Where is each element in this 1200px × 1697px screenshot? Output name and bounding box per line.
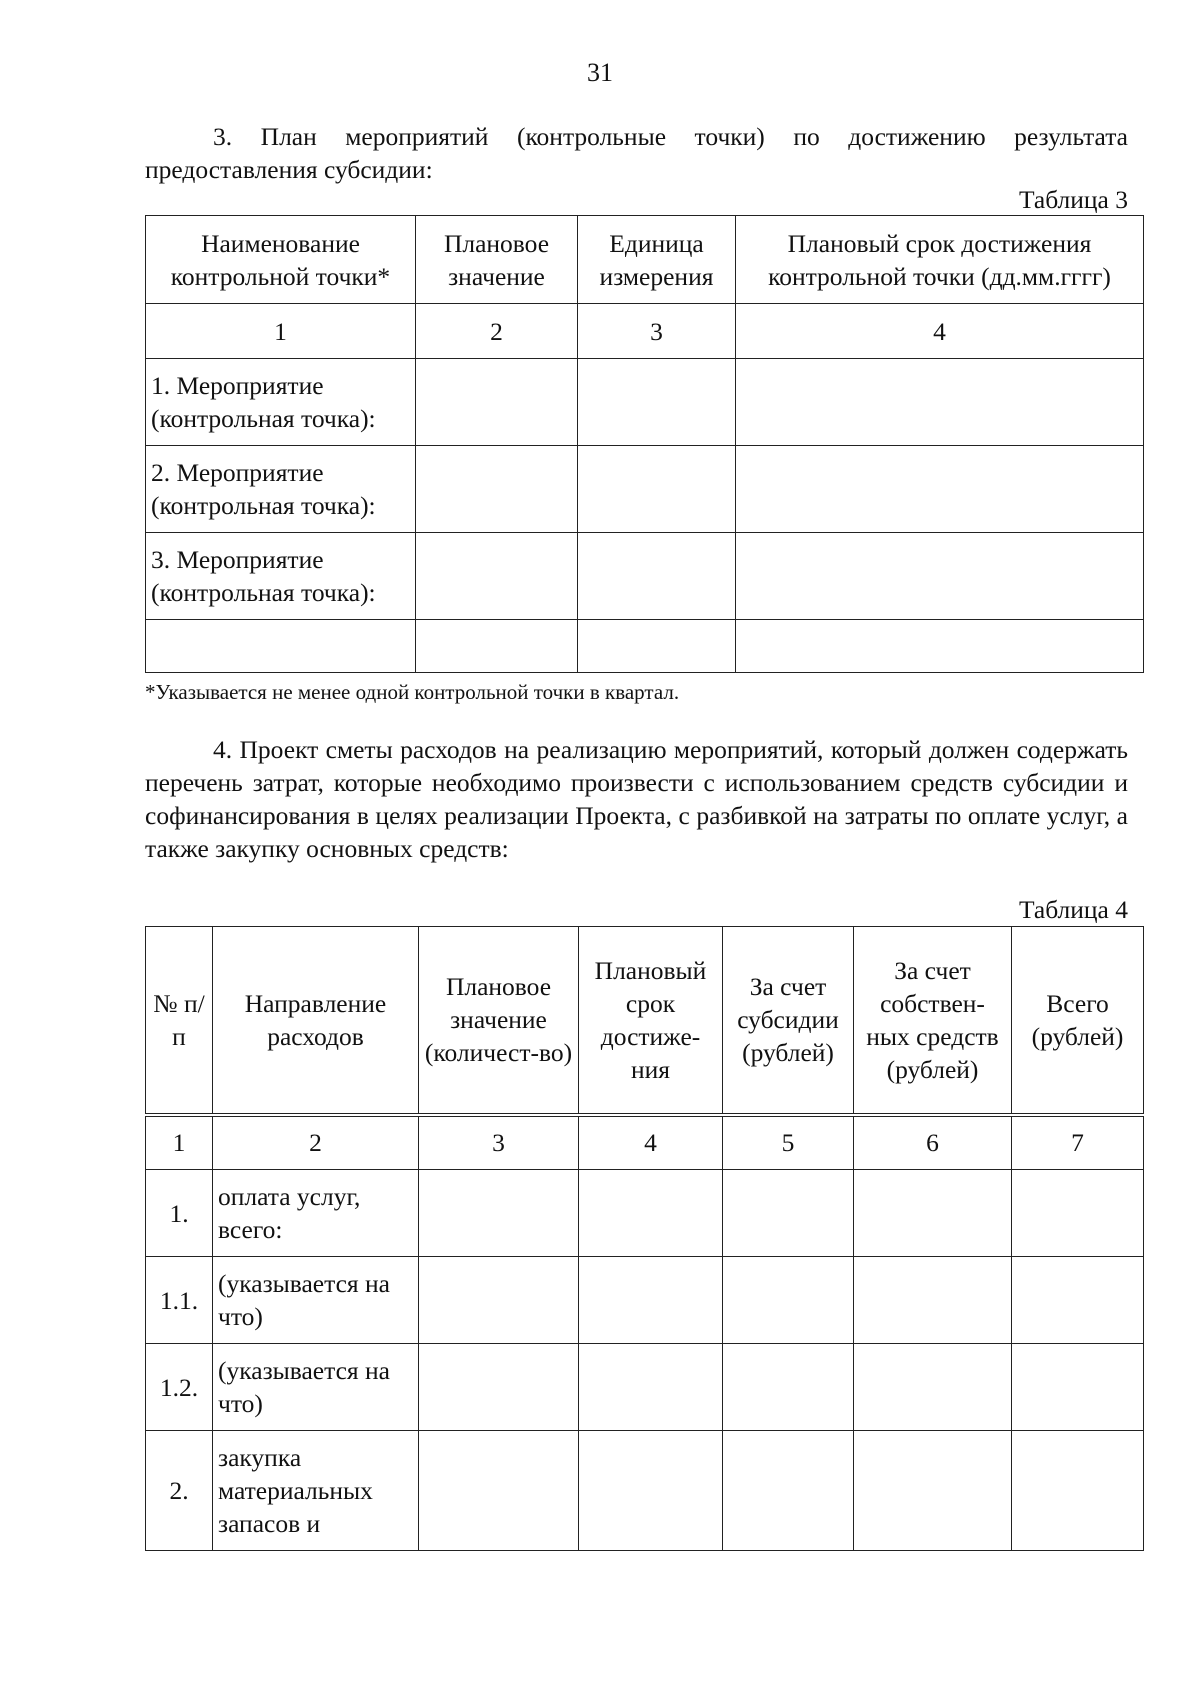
table3-cell xyxy=(736,446,1144,533)
table4-header-direction: Направление расходов xyxy=(213,927,419,1115)
table4-col-number: 2 xyxy=(213,1115,419,1170)
table3-caption: Таблица 3 xyxy=(1018,185,1128,214)
table3-cell xyxy=(736,533,1144,620)
table-4 xyxy=(145,926,1144,1551)
table4-row-label: оплата услуг, всего: xyxy=(213,1170,419,1257)
table4-header-total: Всего (рублей) xyxy=(1012,927,1144,1115)
table3-cell xyxy=(416,359,578,446)
table4-cell xyxy=(854,1431,1012,1551)
table3-row-label: 2. Мероприятие (контрольная точка): xyxy=(146,446,416,533)
table4-cell xyxy=(1012,1170,1144,1257)
table4-cell xyxy=(1012,1431,1144,1551)
table4-row-label: закупка материальных запасов и xyxy=(213,1431,419,1551)
table4-row-number: 1.1. xyxy=(146,1257,213,1344)
table4-cell xyxy=(854,1344,1012,1431)
table-row xyxy=(146,1344,1144,1431)
table-row xyxy=(146,446,1144,533)
table3-header-name: Наименование контрольной точки* xyxy=(146,216,416,304)
table4-cell xyxy=(723,1344,854,1431)
table4-cell xyxy=(1012,1257,1144,1344)
table4-header-number: № п/п xyxy=(146,927,213,1115)
table4-cell xyxy=(579,1431,723,1551)
table3-col-number: 4 xyxy=(736,304,1144,359)
table4-header-subsidy: За счет субсидии (рублей) xyxy=(723,927,854,1115)
table4-header-deadline: Плановый срок достиже-ния xyxy=(579,927,723,1115)
table3-cell xyxy=(578,359,736,446)
table3-cell xyxy=(578,533,736,620)
table4-cell xyxy=(419,1170,579,1257)
table3-row-label xyxy=(146,620,416,673)
table3-header-planned-value: Плановое значение xyxy=(416,216,578,304)
table3-row-label: 3. Мероприятие (контрольная точка): xyxy=(146,533,416,620)
table-row xyxy=(146,1170,1144,1257)
table4-header-own-funds: За счет собствен-ных средств (рублей) xyxy=(854,927,1012,1115)
table4-cell xyxy=(579,1257,723,1344)
table4-cell xyxy=(723,1170,854,1257)
table4-cell xyxy=(854,1257,1012,1344)
table-3 xyxy=(145,215,1144,673)
table4-col-number: 3 xyxy=(419,1115,579,1170)
table4-cell xyxy=(723,1257,854,1344)
table3-cell xyxy=(736,620,1144,673)
table4-row-number: 2. xyxy=(146,1431,213,1551)
table4-cell xyxy=(419,1257,579,1344)
table4-row-label: (указывается на что) xyxy=(213,1257,419,1344)
table4-cell xyxy=(419,1431,579,1551)
table4-col-number: 6 xyxy=(854,1115,1012,1170)
table4-cell xyxy=(579,1170,723,1257)
table3-header-unit: Единица измерения xyxy=(578,216,736,304)
table4-cell xyxy=(1012,1344,1144,1431)
table4-row-number: 1. xyxy=(146,1170,213,1257)
table3-cell xyxy=(416,533,578,620)
table3-cell xyxy=(416,620,578,673)
table4-col-number: 1 xyxy=(146,1115,213,1170)
section3-intro: 3. План мероприятий (контрольные точки) по достижению результата предоставления субсидии: xyxy=(145,122,1128,184)
table4-row-label: (указывается на что) xyxy=(213,1344,419,1431)
table-row xyxy=(146,1257,1144,1344)
table4-cell xyxy=(579,1344,723,1431)
table4-col-number: 7 xyxy=(1012,1115,1144,1170)
table-row xyxy=(146,620,1144,673)
table4-header-planned-value: Плановое значение (количест-во) xyxy=(419,927,579,1115)
table3-cell xyxy=(578,446,736,533)
table3-row-label: 1. Мероприятие (контрольная точка): xyxy=(146,359,416,446)
table3-col-number: 1 xyxy=(146,304,416,359)
section4-intro: 4. Проект сметы расходов на реализацию мероприятий, который должен содержать перечень затрат, которые необходимо произвести с использованием средств субсидии и софинансирования в целях реализации Проекта, с разбивкой на затраты по оплате услуг, а также закупку основных средств: xyxy=(145,735,1128,863)
table4-cell xyxy=(419,1344,579,1431)
table4-col-number: 4 xyxy=(579,1115,723,1170)
table4-cell xyxy=(723,1431,854,1551)
table3-col-number: 3 xyxy=(578,304,736,359)
table3-cell xyxy=(736,359,1144,446)
table3-footnote: *Указывается не менее одной контрольной точки в квартал. xyxy=(145,680,680,704)
table4-cell xyxy=(854,1170,1012,1257)
table-row xyxy=(146,533,1144,620)
table4-caption: Таблица 4 xyxy=(1018,895,1128,924)
table3-cell xyxy=(578,620,736,673)
page-number: 31 xyxy=(587,58,613,87)
table-row xyxy=(146,1431,1144,1551)
table3-header-deadline: Плановый срок достижения контрольной точки (дд.мм.гггг) xyxy=(736,216,1144,304)
table-row xyxy=(146,359,1144,446)
table4-col-number: 5 xyxy=(723,1115,854,1170)
table3-col-number: 2 xyxy=(416,304,578,359)
table4-row-number: 1.2. xyxy=(146,1344,213,1431)
table3-cell xyxy=(416,446,578,533)
